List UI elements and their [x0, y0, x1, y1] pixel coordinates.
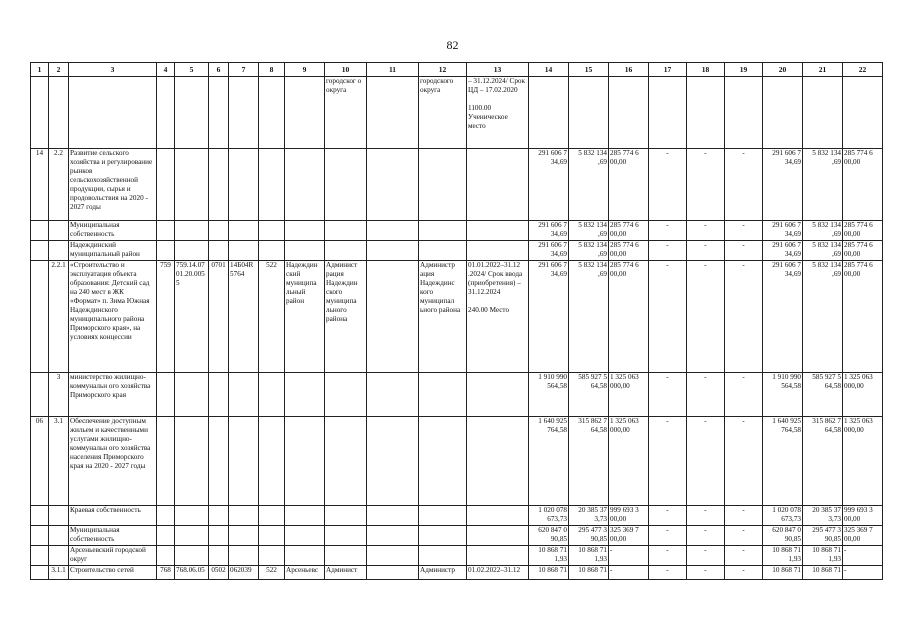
table-cell: - — [725, 221, 763, 241]
table-cell: 285 774 6 00,00 — [609, 241, 649, 261]
table-cell — [229, 526, 259, 546]
table-cell — [467, 417, 529, 506]
table-cell: - — [649, 546, 687, 566]
table-cell — [259, 526, 285, 546]
table-cell — [31, 566, 49, 580]
table-cell — [325, 241, 367, 261]
table-cell: 285 774 6 00,00 — [609, 149, 649, 221]
table-row — [31, 526, 883, 546]
table-cell: 585 927 5 64,58 — [803, 373, 843, 417]
table-cell — [209, 77, 229, 149]
table-cell — [419, 417, 467, 506]
table-cell: Арсеньевс — [285, 566, 325, 580]
table-cell: 759 — [157, 261, 175, 373]
table-cell — [175, 77, 209, 149]
table-cell: 291 606 7 34,69 — [529, 149, 569, 221]
table-cell — [31, 261, 49, 373]
table-cell: Арсеньевский городской округ — [69, 546, 157, 566]
table-cell: 01.02.2022–31.12 — [467, 566, 529, 580]
table-cell: 1 640 925 764,58 — [529, 417, 569, 506]
header-cell: 6 — [209, 63, 229, 77]
table-cell — [175, 526, 209, 546]
table-cell: 0701 — [209, 261, 229, 373]
table-cell: - — [649, 149, 687, 221]
table-cell: 999 693 3 00,00 — [843, 506, 883, 526]
table-cell: - — [725, 566, 763, 580]
table-cell: 291 606 7 34,69 — [763, 221, 803, 241]
table-cell — [209, 373, 229, 417]
table-cell: 3.1.1 — [49, 566, 69, 580]
table-cell: - — [843, 546, 883, 566]
table-cell: - — [687, 261, 725, 373]
table-cell: 1 020 078 673,73 — [529, 506, 569, 526]
table-cell — [229, 241, 259, 261]
table-cell: Админист рация Надеждин ского муниципа льного района — [325, 261, 367, 373]
table-cell — [31, 506, 49, 526]
table-cell: Администр ация Надеждинс кого муниципал ьного района — [419, 261, 467, 373]
table-cell — [285, 77, 325, 149]
table-cell — [175, 373, 209, 417]
table-cell: 1 020 078 673,73 — [763, 506, 803, 526]
table-cell: 291 606 7 34,69 — [763, 149, 803, 221]
table-cell: 315 862 7 64,58 — [569, 417, 609, 506]
table-cell: 5 832 134 ,69 — [803, 149, 843, 221]
table-cell: 14 — [31, 149, 49, 221]
table-cell — [209, 149, 229, 221]
table-cell: 620 847 0 90,85 — [529, 526, 569, 546]
header-cell: 8 — [259, 63, 285, 77]
table-cell — [209, 241, 229, 261]
table-cell: 5 832 134 ,69 — [569, 241, 609, 261]
table-cell: Обеспечение доступным жильем и качественными услугами жилищно-коммунальн ого хозяйства населения Приморского края на 2020 - 2027 годы — [69, 417, 157, 506]
table-cell: 10 868 71 — [763, 566, 803, 580]
table-cell — [229, 77, 259, 149]
table-cell: Админист — [325, 566, 367, 580]
table-cell — [529, 77, 569, 149]
table-cell: 5 832 134 ,69 — [569, 221, 609, 241]
table-cell: - — [687, 546, 725, 566]
table-cell: 325 369 7 00,00 — [843, 526, 883, 546]
table-cell: 10 868 71 1,93 — [569, 546, 609, 566]
table-cell — [285, 373, 325, 417]
table-cell: 285 774 6 00,00 — [843, 261, 883, 373]
table-cell — [31, 77, 49, 149]
table-cell: 325 369 7 00,00 — [609, 526, 649, 546]
table-cell — [157, 241, 175, 261]
table-cell — [175, 417, 209, 506]
table-cell: 5 832 134 ,69 — [803, 261, 843, 373]
table-cell — [467, 546, 529, 566]
table-cell — [69, 77, 157, 149]
table-cell — [285, 221, 325, 241]
table-cell: Строительство сетей — [69, 566, 157, 580]
table-cell — [609, 77, 649, 149]
table-cell: 01.01.2022–31.12 .2024/ Срок ввода (приобретения) – 31.12.2024 240.00 Место — [467, 261, 529, 373]
table-cell: - — [649, 417, 687, 506]
table-cell: 285 774 6 00,00 — [843, 149, 883, 221]
table-cell: 2.2 — [49, 149, 69, 221]
table-cell — [259, 149, 285, 221]
header-cell: 21 — [803, 63, 843, 77]
table-cell — [209, 506, 229, 526]
table-cell — [259, 417, 285, 506]
header-cell: 10 — [325, 63, 367, 77]
table-cell — [259, 77, 285, 149]
table-cell — [175, 546, 209, 566]
table-cell: - — [649, 506, 687, 526]
table-cell — [49, 241, 69, 261]
table-cell — [49, 546, 69, 566]
table-cell: - — [725, 417, 763, 506]
table-cell: Надеждин ский муниципа льный район — [285, 261, 325, 373]
table-cell: - — [725, 526, 763, 546]
table-row — [31, 506, 883, 526]
table-cell — [209, 221, 229, 241]
table-cell — [843, 77, 883, 149]
table-body — [31, 77, 883, 580]
table-cell — [49, 77, 69, 149]
table-cell: 1 640 925 764,58 — [763, 417, 803, 506]
table-cell: 10 868 71 — [569, 566, 609, 580]
table-cell: - — [687, 506, 725, 526]
header-cell: 3 — [69, 63, 157, 77]
table-cell: Муниципальная собственность — [69, 526, 157, 546]
table-cell: - — [725, 241, 763, 261]
table-cell — [229, 506, 259, 526]
table-cell: Надеждинский муниципальный район — [69, 241, 157, 261]
table-cell: 0502 — [209, 566, 229, 580]
budget-table — [30, 62, 883, 580]
table-cell — [367, 77, 419, 149]
table-cell: - — [649, 221, 687, 241]
table-cell — [419, 546, 467, 566]
table-cell — [467, 373, 529, 417]
table-cell — [285, 149, 325, 221]
table-cell: 14Б04R 5764 — [229, 261, 259, 373]
table-cell: 5 832 134 ,69 — [803, 241, 843, 261]
table-cell — [259, 373, 285, 417]
table-cell: - — [687, 526, 725, 546]
table-cell — [285, 241, 325, 261]
table-cell — [175, 506, 209, 526]
header-cell: 1 — [31, 63, 49, 77]
table-cell: министерство жилищно-коммунальн ого хозяйства Приморского края — [69, 373, 157, 417]
table-cell: 5 832 134 ,69 — [803, 221, 843, 241]
header-cell: 19 — [725, 63, 763, 77]
table-cell: 295 477 3 90,85 — [569, 526, 609, 546]
table-cell: - — [687, 373, 725, 417]
table-cell — [157, 546, 175, 566]
table-cell — [49, 506, 69, 526]
table-cell: 3.1 — [49, 417, 69, 506]
table-cell: 295 477 3 90,85 — [803, 526, 843, 546]
table-cell: Администр — [419, 566, 467, 580]
table-cell — [157, 77, 175, 149]
table-cell — [367, 261, 419, 373]
table-cell: 1 910 990 564,58 — [529, 373, 569, 417]
table-cell — [31, 546, 49, 566]
table-cell — [419, 526, 467, 546]
table-cell — [175, 221, 209, 241]
table-cell: 522 — [259, 261, 285, 373]
table-cell: – 31.12.2024/ Срок ЦД – 17.02.2020 1100.00 Ученическое место — [467, 77, 529, 149]
table-cell: - — [687, 417, 725, 506]
table-cell — [467, 149, 529, 221]
table-cell: 585 927 5 64,58 — [569, 373, 609, 417]
table-cell: - — [725, 261, 763, 373]
table-cell — [649, 77, 687, 149]
table-cell — [157, 373, 175, 417]
table-cell: 620 847 0 90,85 — [763, 526, 803, 546]
header-cell: 4 — [157, 63, 175, 77]
table-cell: - — [687, 566, 725, 580]
table-cell: 291 606 7 34,69 — [763, 241, 803, 261]
table-cell: 5 832 134 ,69 — [569, 149, 609, 221]
table-cell — [285, 526, 325, 546]
table-cell: Развитие сельского хозяйства и регулирование рынков сельскохозяйственной продукции, сырья и продовольствия на 2020 - 2027 годы — [69, 149, 157, 221]
table-cell: 1 325 063 000,00 — [843, 417, 883, 506]
header-cell: 18 — [687, 63, 725, 77]
table-cell — [229, 149, 259, 221]
table-cell: 10 868 71 — [803, 566, 843, 580]
table-cell — [367, 149, 419, 221]
table-cell: 768.06.05 — [175, 566, 209, 580]
table-cell: 20 385 37 3,73 — [803, 506, 843, 526]
table-cell — [325, 417, 367, 506]
table-row — [31, 417, 883, 506]
table-cell — [419, 241, 467, 261]
table-cell: 3 — [49, 373, 69, 417]
table-cell — [259, 221, 285, 241]
table-row — [31, 261, 883, 373]
header-cell: 2 — [49, 63, 69, 77]
table-cell — [285, 546, 325, 566]
table-cell — [325, 149, 367, 221]
table-cell — [325, 221, 367, 241]
table-cell — [803, 77, 843, 149]
table-cell — [467, 506, 529, 526]
table-cell: - — [687, 221, 725, 241]
table-cell — [31, 221, 49, 241]
table-cell: 062039 — [229, 566, 259, 580]
table-cell — [569, 77, 609, 149]
table-cell: 20 385 37 3,73 — [569, 506, 609, 526]
table-row — [31, 546, 883, 566]
table-cell: - — [649, 526, 687, 546]
table-cell — [175, 241, 209, 261]
header-row — [31, 63, 883, 77]
table-cell: - — [649, 261, 687, 373]
table-cell — [325, 546, 367, 566]
header-cell: 13 — [467, 63, 529, 77]
table-cell: 999 693 3 00,00 — [609, 506, 649, 526]
table-cell: 291 606 7 34,69 — [529, 221, 569, 241]
table-cell — [325, 373, 367, 417]
table-cell — [725, 77, 763, 149]
table-cell — [367, 241, 419, 261]
table-cell: 06 — [31, 417, 49, 506]
table-cell — [259, 546, 285, 566]
table-cell — [419, 506, 467, 526]
table-cell: - — [725, 506, 763, 526]
table-cell — [175, 149, 209, 221]
header-cell: 5 — [175, 63, 209, 77]
table-row — [31, 77, 883, 149]
table-cell: - — [725, 373, 763, 417]
table-cell: 1 910 990 564,58 — [763, 373, 803, 417]
table-cell — [367, 526, 419, 546]
table-cell — [325, 506, 367, 526]
table-cell — [229, 417, 259, 506]
table-row — [31, 373, 883, 417]
table-cell: 522 — [259, 566, 285, 580]
table-cell: - — [649, 241, 687, 261]
table-cell: 285 774 6 00,00 — [843, 241, 883, 261]
table-cell — [285, 506, 325, 526]
header-cell: 15 — [569, 63, 609, 77]
header-cell: 20 — [763, 63, 803, 77]
table-cell — [229, 221, 259, 241]
table-cell — [157, 526, 175, 546]
table-cell: 10 868 71 1,93 — [529, 546, 569, 566]
table-cell — [259, 506, 285, 526]
table-cell: городского округа — [419, 77, 467, 149]
table-cell — [285, 417, 325, 506]
table-row — [31, 221, 883, 241]
table-cell — [259, 241, 285, 261]
header-cell: 14 — [529, 63, 569, 77]
table-cell — [467, 526, 529, 546]
table-cell — [367, 417, 419, 506]
table-cell — [467, 241, 529, 261]
table-cell — [367, 506, 419, 526]
table-cell — [31, 526, 49, 546]
table-cell: - — [843, 566, 883, 580]
table-cell — [229, 373, 259, 417]
page-number: 82 — [446, 38, 459, 52]
table-cell: Краевая собственность — [69, 506, 157, 526]
table-cell: 759.14.07 01.20.005 5 — [175, 261, 209, 373]
header-cell: 9 — [285, 63, 325, 77]
header-cell: 7 — [229, 63, 259, 77]
table-cell: - — [687, 149, 725, 221]
table-cell — [31, 241, 49, 261]
table-cell: 10 868 71 1,93 — [763, 546, 803, 566]
table-cell: 291 606 7 34,69 — [529, 261, 569, 373]
table-cell — [49, 221, 69, 241]
table-cell — [763, 77, 803, 149]
table-cell — [157, 149, 175, 221]
table-cell: 10 868 71 1,93 — [803, 546, 843, 566]
header-cell: 16 — [609, 63, 649, 77]
table-cell: 291 606 7 34,69 — [529, 241, 569, 261]
table-cell — [419, 373, 467, 417]
table-cell — [31, 373, 49, 417]
table-cell: - — [649, 566, 687, 580]
table-cell: - — [609, 566, 649, 580]
table-cell — [419, 149, 467, 221]
table-cell: 285 774 6 00,00 — [609, 221, 649, 241]
table-cell — [467, 221, 529, 241]
table-cell — [157, 506, 175, 526]
table-cell: 1 325 063 000,00 — [843, 373, 883, 417]
table-cell: - — [609, 546, 649, 566]
table-row — [31, 566, 883, 580]
table-cell: - — [725, 149, 763, 221]
table-cell: 768 — [157, 566, 175, 580]
table-cell: 285 774 6 00,00 — [609, 261, 649, 373]
header-cell: 17 — [649, 63, 687, 77]
table-cell — [49, 526, 69, 546]
table-cell — [367, 373, 419, 417]
table-row — [31, 241, 883, 261]
table-cell: Муниципальная собственность — [69, 221, 157, 241]
table-cell: - — [725, 546, 763, 566]
header-cell: 22 — [843, 63, 883, 77]
header-cell: 12 — [419, 63, 467, 77]
table-cell: - — [649, 373, 687, 417]
table-cell — [157, 221, 175, 241]
table-cell: 2.2.1 — [49, 261, 69, 373]
table-cell: 1 325 063 000,00 — [609, 417, 649, 506]
table-cell — [367, 566, 419, 580]
table-cell — [687, 77, 725, 149]
table-cell: 285 774 6 00,00 — [843, 221, 883, 241]
table-cell — [209, 526, 229, 546]
table-cell — [209, 417, 229, 506]
table-cell — [325, 526, 367, 546]
table-cell — [367, 546, 419, 566]
table-cell — [229, 546, 259, 566]
table-cell — [209, 546, 229, 566]
table-cell: 291 606 7 34,69 — [763, 261, 803, 373]
table-cell: - — [687, 241, 725, 261]
table-cell: 10 868 71 — [529, 566, 569, 580]
table-cell: городског о округа — [325, 77, 367, 149]
table-cell: «Строительство и эксплуатация объекта образования: Детский сад на 240 мест в ЖК «Формат» п. Зима Южная Надеждинского муниципального района Приморского края», на условиях концессии — [69, 261, 157, 373]
header-cell: 11 — [367, 63, 419, 77]
table-cell — [367, 221, 419, 241]
table-cell: 1 325 063 000,00 — [609, 373, 649, 417]
table-cell: 5 832 134 ,69 — [569, 261, 609, 373]
table-cell: 315 862 7 64,58 — [803, 417, 843, 506]
table-cell — [419, 221, 467, 241]
table-row — [31, 149, 883, 221]
table-cell — [157, 417, 175, 506]
